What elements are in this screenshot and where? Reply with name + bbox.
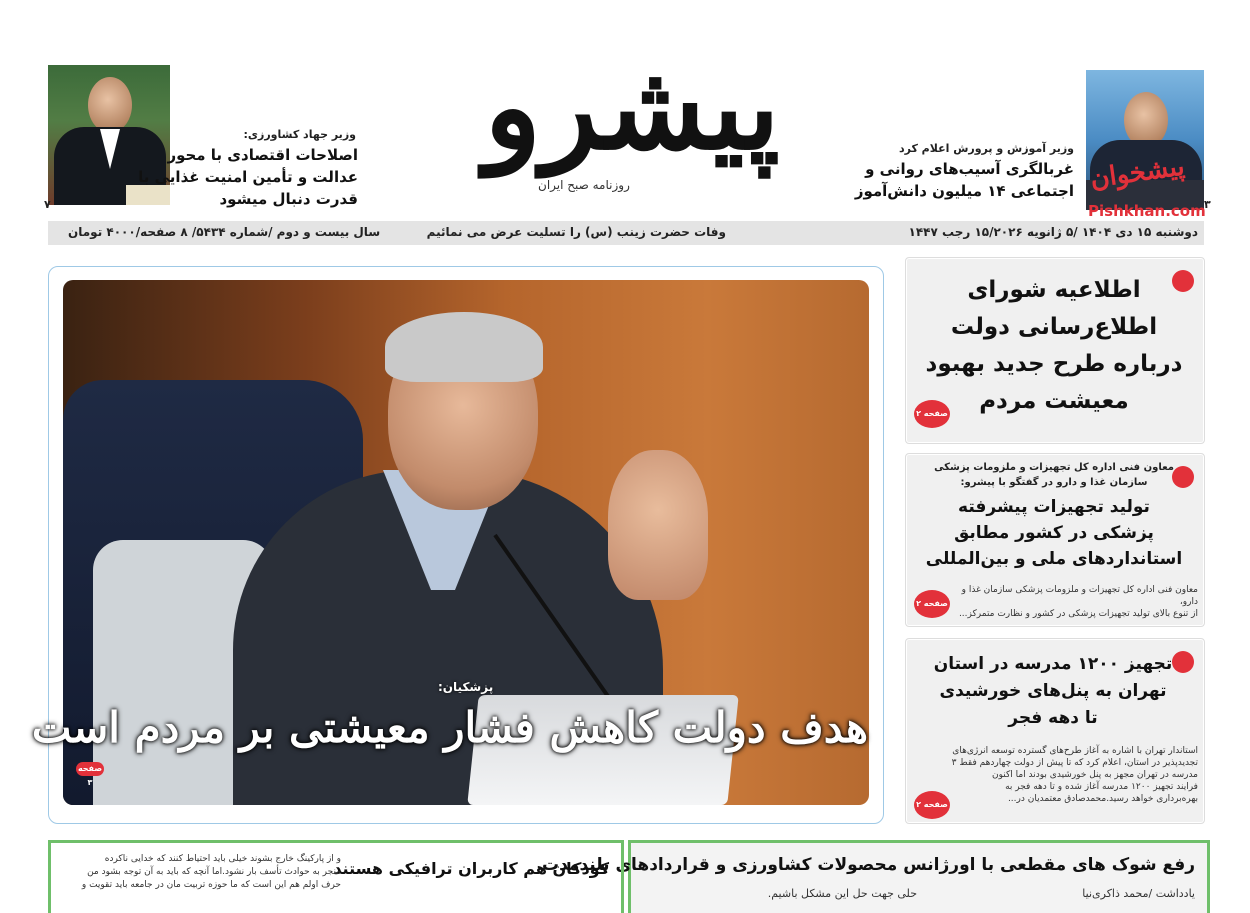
body-line: حرف اولم هم این است که ما حوزه تربیت مان در جامعه باید تقویت و [81, 880, 341, 890]
headline-line: اطلاع‌رسانی دولت [950, 314, 1158, 340]
body-line: تجدیدپذیر در استان، اعلام کرد که تا پیش از دولت چهاردهم فقط ۳ [951, 758, 1198, 768]
left-teaser-line: عدالت و تأمین امنیت غذایی با [138, 168, 358, 186]
right-teaser-kicker: وزیر آموزش و پرورش اعلام کرد [898, 142, 1074, 155]
issue-number: سال بیست و دوم /شماره ۵۴۳۴/ ۸ صفحه/۴۰۰۰ تومان [68, 225, 381, 239]
masthead-logo [484, 20, 820, 210]
left-teaser-line: قدرت دنبال میشود [219, 190, 358, 208]
left-teaser-kicker: وزیر جهاد کشاورزی: [243, 128, 356, 141]
kicker-line: سازمان غذا و دارو در گفتگو با پیشرو: [960, 477, 1148, 488]
bottom-story-title: کودکان هم کاربران ترافیکی هستند [333, 859, 609, 878]
bottom-story-children-traffic[interactable] [48, 840, 624, 913]
issue-info-bar [48, 221, 1204, 245]
headline-line: درباره طرح جدید بهبود [925, 351, 1183, 377]
side-story-page-badge: صفحه ۲ [914, 791, 950, 819]
side-story-body [914, 745, 1198, 805]
side-story-council-announcement[interactable] [905, 257, 1205, 444]
bottom-story-title: رفع شوک های مقطعی با اورژانس محصولات کشاورزی و قراردادهای بلندمدت [542, 855, 1195, 875]
right-teaser-headline[interactable] [854, 158, 1074, 202]
logo-subtitle: روزنامه صبح ایران [538, 178, 630, 192]
body-line: منجر به حوادث تأسف بار نشود.اما آنچه که باید به آن توجه بشود من [87, 867, 341, 877]
body-line: مدرسه در تهران مجهز به پنل خورشیدی بودند اما اکنون [992, 770, 1198, 780]
left-teaser-line: اصلاحات اقتصادی با محور [167, 146, 358, 164]
side-story-page-badge: صفحه ۲ [914, 400, 950, 428]
side-story-headline [924, 272, 1184, 420]
headline-line: تولید تجهیزات پیشرفته [958, 497, 1150, 517]
issue-date: دوشنبه ۱۵ دی ۱۴۰۴ /۵ ژانویه ۱۵/۲۰۲۶ رجب ۱۴۴۷ [908, 225, 1198, 239]
main-story-headline[interactable]: هدف دولت کاهش فشار معیشتی بر مردم است [31, 703, 868, 752]
headline-line: تا دهه فجر [1008, 708, 1098, 728]
kicker-line: معاون فنی اداره کل تجهیزات و ملزومات پزشکی [934, 462, 1174, 473]
body-line: معاون فنی اداره کل تجهیزات و ملزومات پزشکی سازمان غذا و دارو، [961, 585, 1198, 607]
main-story-page-badge: صفحه ۳ [77, 764, 103, 787]
side-story-solar-schools[interactable] [905, 638, 1205, 824]
headline-line: استانداردهای ملی و بین‌المللی [925, 549, 1183, 569]
headline-line: معیشت مردم [979, 388, 1129, 414]
side-story-headline [914, 494, 1194, 572]
right-teaser-line: اجتماعی ۱۴ میلیون دانش‌آموز [854, 182, 1074, 200]
right-teaser-line: غربالگری آسیب‌های روانی و [865, 160, 1074, 178]
side-story-medical-equipment[interactable] [905, 453, 1205, 627]
logo-text: پیشرو [484, 37, 780, 176]
left-teaser-page-number: ۷ [44, 198, 51, 211]
body-line: و از پارکینگ خارج بشوند خیلی باید احتیاط کنند که خدایی ناکرده [104, 854, 341, 864]
headline-line: پزشکی در کشور مطابق [954, 523, 1154, 543]
headline-line: تجهیز ۱۲۰۰ مدرسه در استان [933, 654, 1173, 674]
bottom-story-snippet: حلی جهت حل این مشکل باشیم. [767, 887, 917, 900]
body-line: استاندار تهران با اشاره به آغاز طرح‌های گسترده توسعه انرژی‌های [952, 746, 1198, 756]
bottom-story-body [61, 853, 341, 892]
bullet-icon [1172, 466, 1194, 488]
body-line: فرایند تجهیز ۱۲۰۰ مدرسه آغاز شده و تا دهه فجر به [1005, 782, 1198, 792]
condolence-note: وفات حضرت زینب (س) را تسلیت عرض می نمائیم [426, 225, 726, 239]
side-story-body [954, 584, 1198, 620]
pishkhan-watermark-en: Pishkhan.com [1088, 202, 1206, 220]
headline-line: اطلاعیه شورای [967, 277, 1141, 303]
bottom-story-agriculture[interactable] [542, 840, 1210, 913]
body-line: بهره‌برداری خواهد رسید.محمدصادق معتمدیان در... [1007, 794, 1198, 804]
side-story-kicker [934, 460, 1174, 490]
bottom-story-byline: یادداشت /محمد ذاکری‌نیا [1082, 887, 1195, 900]
main-story-kicker: پزشکیان: [438, 680, 494, 694]
headline-line: تهران به پنل‌های خورشیدی [939, 681, 1167, 701]
side-story-page-badge: صفحه ۲ [914, 590, 950, 618]
side-story-headline [922, 651, 1184, 732]
body-line: از تنوع بالای تولید تجهیزات پزشکی در کشور و نظارت متمرکز... [958, 609, 1198, 619]
right-teaser-page-number: ۳ [1204, 198, 1211, 211]
pishkhan-watermark-fa: پیشخوان [1088, 151, 1187, 195]
left-teaser-headline[interactable] [138, 144, 358, 210]
